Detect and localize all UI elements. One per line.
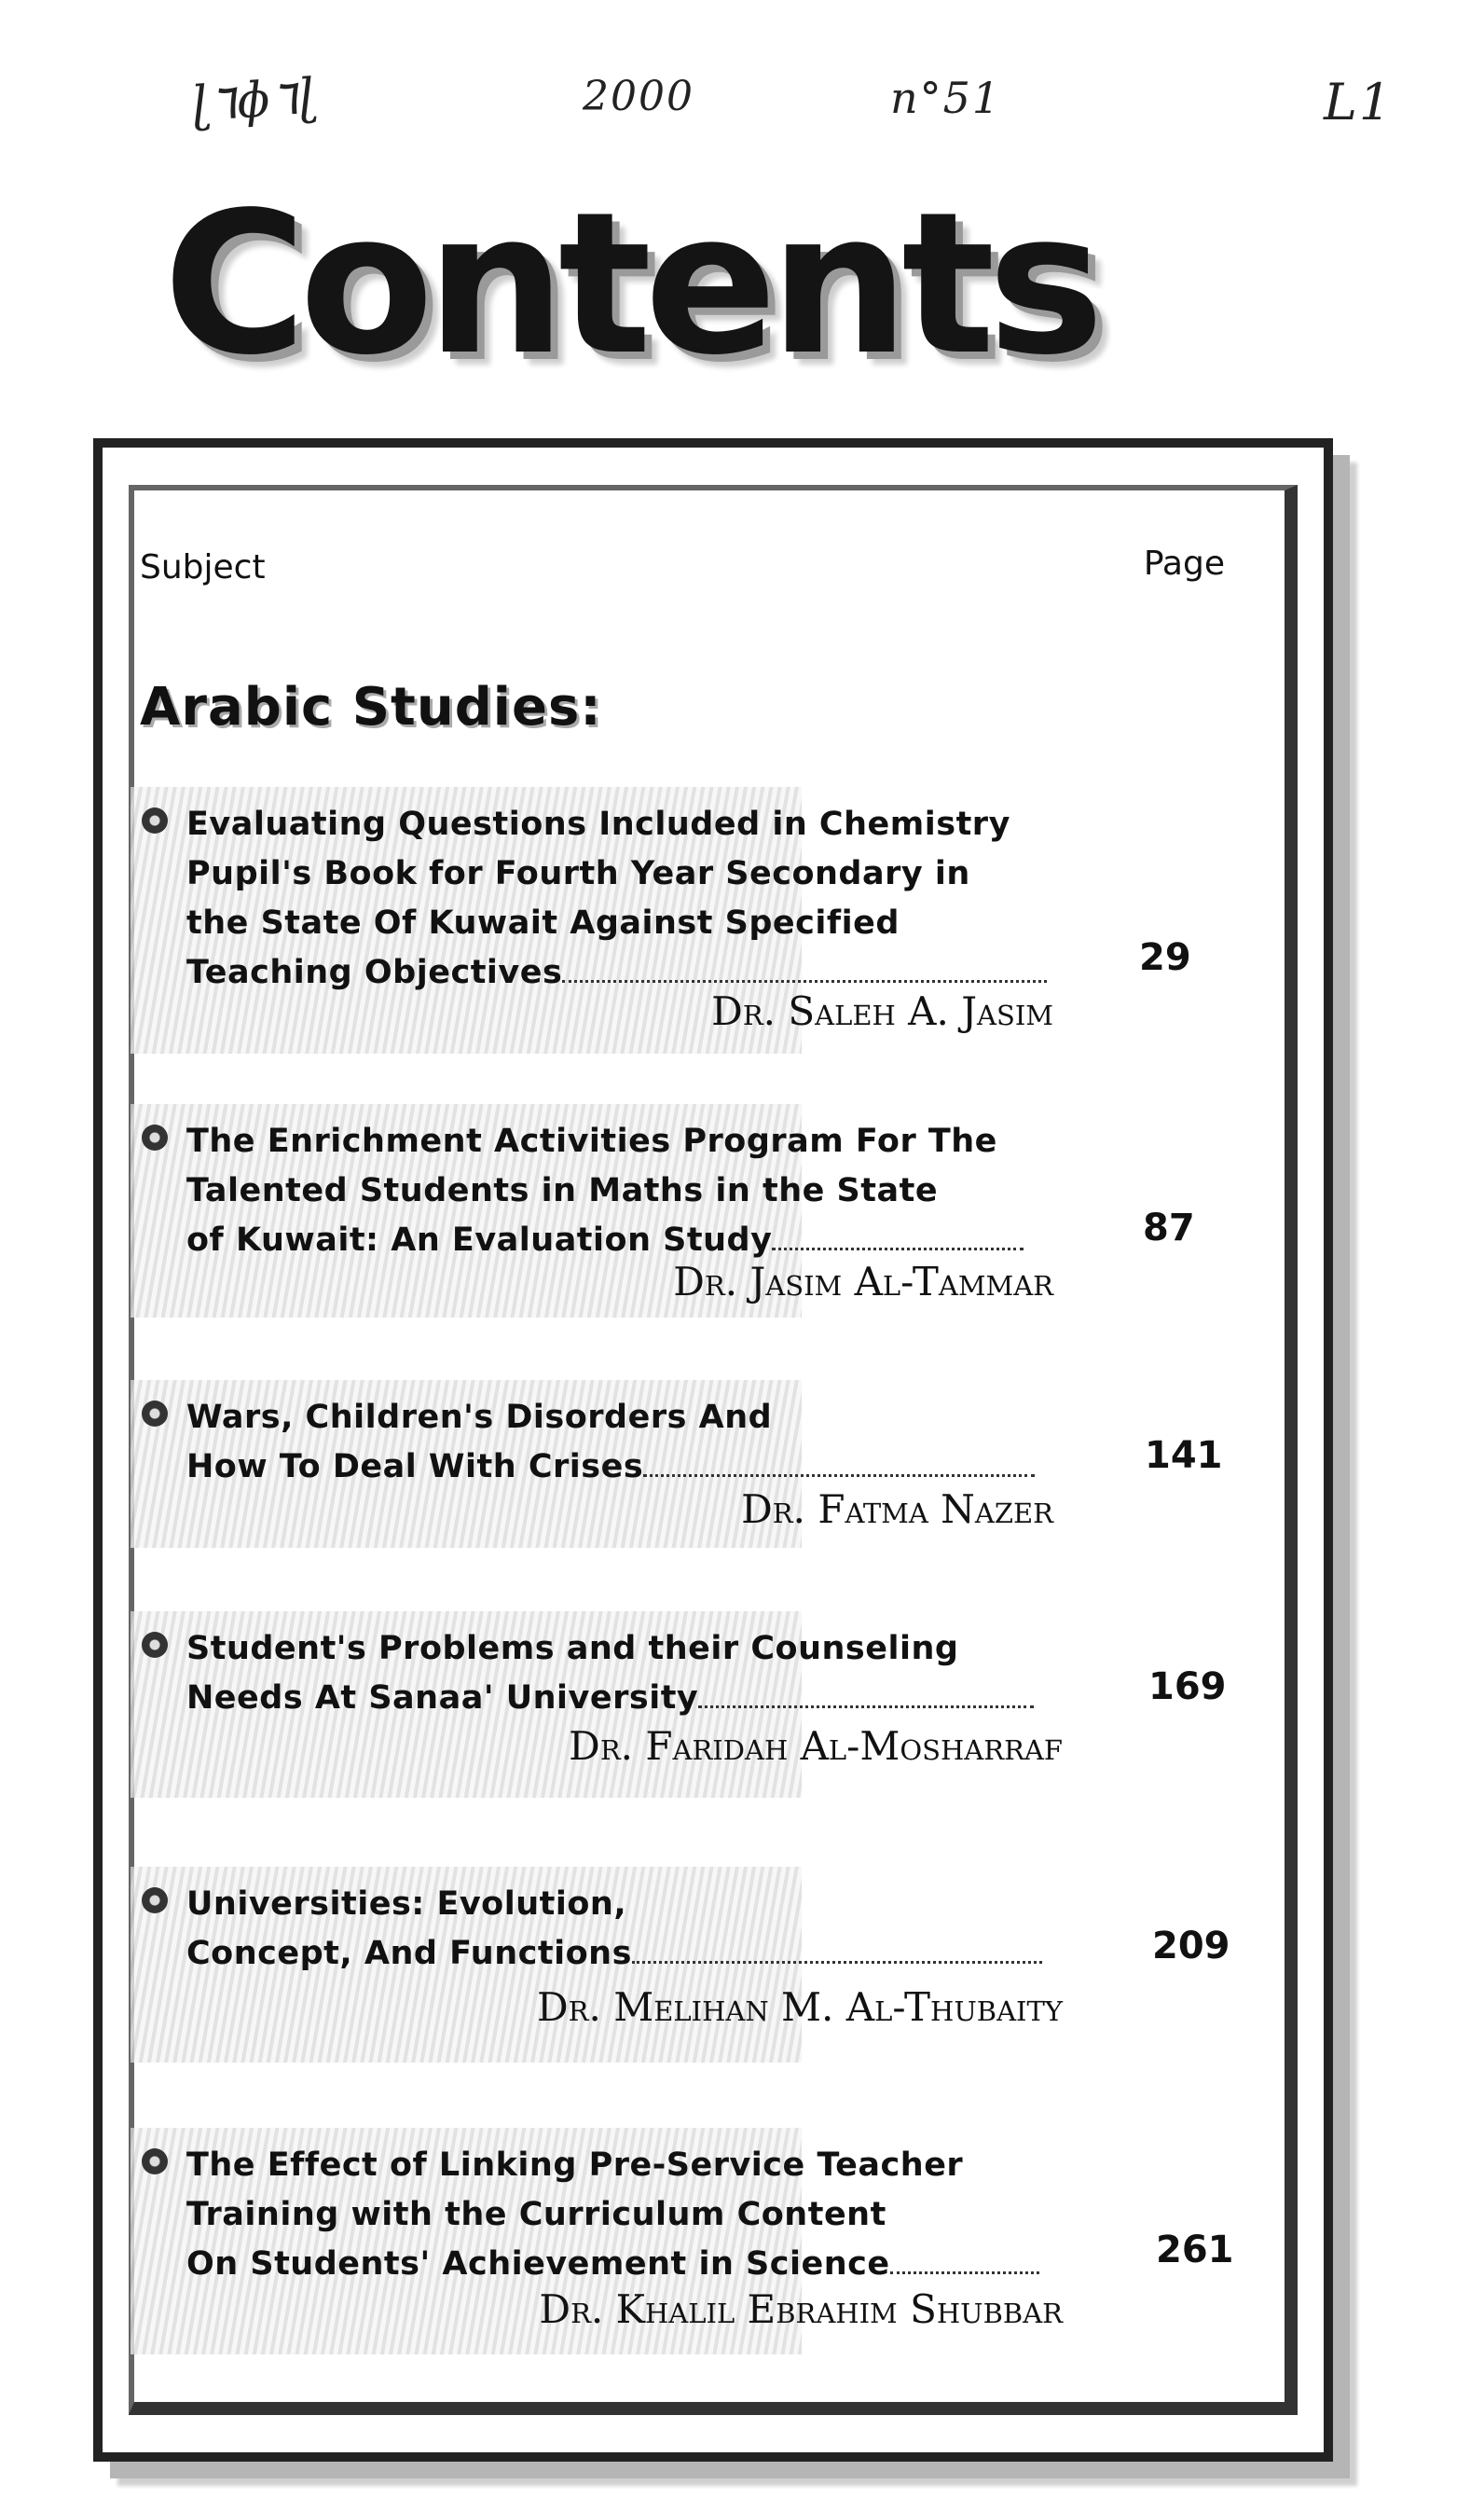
entry-title <box>186 1624 1119 1723</box>
entry-title-line: The Enrichment Activities Program For The <box>186 1123 997 1160</box>
leader-dots <box>643 1474 1035 1477</box>
bullet-icon <box>142 1125 168 1151</box>
entry-title-line: Evaluating Questions Included in Chemistry <box>186 806 1010 843</box>
bullet-icon <box>142 1632 168 1658</box>
entry-title <box>186 800 1119 998</box>
toc-entry[interactable] <box>131 1393 1223 1532</box>
entry-title-line: the State Of Kuwait Against Specified <box>186 904 900 942</box>
entry-author: Dr. Jasim Al-Tammar <box>673 1259 1053 1304</box>
entry-title-line: The Effect of Linking Pre-Service Teacher <box>186 2146 964 2184</box>
toc-entry[interactable] <box>131 2141 1234 2332</box>
entry-page-number: 169 <box>1148 1665 1227 1708</box>
toc-entry[interactable] <box>131 1880 1230 2030</box>
entry-page-number: 261 <box>1156 2229 1234 2271</box>
entry-page-number: 141 <box>1145 1434 1223 1477</box>
handwritten-issue: n°51 <box>890 73 1002 123</box>
entry-title-line: Training with the Curriculum Content <box>186 2196 886 2233</box>
column-header-subject: Subject <box>140 548 266 587</box>
entry-title <box>186 1117 1119 1265</box>
entry-title-line: of Kuwait: An Evaluation Study <box>186 1221 773 1259</box>
entry-title-line: Student's Problems and their Counseling <box>186 1630 959 1667</box>
entry-author: Dr. Faridah Al-Mosharraf <box>569 1723 1063 1769</box>
entry-author: Dr. Melihan M. Al-Thubaity <box>537 1984 1063 2030</box>
entry-title-line: Wars, Children's Disorders And <box>186 1399 773 1436</box>
handwritten-code: L1 <box>1324 73 1394 131</box>
handwritten-year: 2000 <box>583 73 694 120</box>
entry-page-number: 87 <box>1143 1207 1195 1249</box>
entry-title-line: Pupil's Book for Fourth Year Secondary in <box>186 855 970 892</box>
entry-author: Dr. Fatma Nazer <box>741 1486 1053 1532</box>
leader-dots <box>890 2271 1039 2274</box>
entry-page-number: 29 <box>1139 936 1191 979</box>
page-title: Contents <box>163 170 1097 398</box>
entry-page-number: 209 <box>1152 1925 1230 1967</box>
bullet-icon <box>142 1887 168 1913</box>
bullet-icon <box>142 2148 168 2174</box>
leader-dots <box>772 1248 1024 1250</box>
bullet-icon <box>142 1401 168 1427</box>
toc-entry[interactable] <box>131 800 1202 1034</box>
entry-title-line: Concept, And Functions <box>186 1935 632 1972</box>
entry-title <box>186 1880 1119 1979</box>
entry-title <box>186 1393 1119 1492</box>
entry-title-line: Universities: Evolution, <box>186 1885 627 1923</box>
bullet-icon <box>142 807 168 834</box>
handwritten-note-1: ɭ٦ɸ٦ɭ <box>189 68 320 133</box>
entry-title-line: Teaching Objectives <box>186 954 563 991</box>
column-header-page: Page <box>1143 545 1225 583</box>
entry-author: Dr. Khalil Ebrahim Shubbar <box>539 2286 1063 2332</box>
toc-entry[interactable] <box>131 1117 1202 1304</box>
leader-dots <box>562 980 1047 983</box>
entry-title <box>186 2141 1119 2289</box>
toc-entry[interactable] <box>131 1624 1227 1769</box>
entry-title-line: On Students' Achievement in Science <box>186 2245 890 2283</box>
entry-title-line: Needs At Sanaa' University <box>186 1679 699 1717</box>
leader-dots <box>632 1961 1042 1964</box>
leader-dots <box>698 1705 1034 1708</box>
section-heading: Arabic Studies: <box>140 677 602 738</box>
entry-title-line: How To Deal With Crises <box>186 1448 644 1485</box>
entry-author: Dr. Saleh A. Jasim <box>711 988 1053 1034</box>
entry-title-line: Talented Students in Maths in the State <box>186 1172 939 1209</box>
